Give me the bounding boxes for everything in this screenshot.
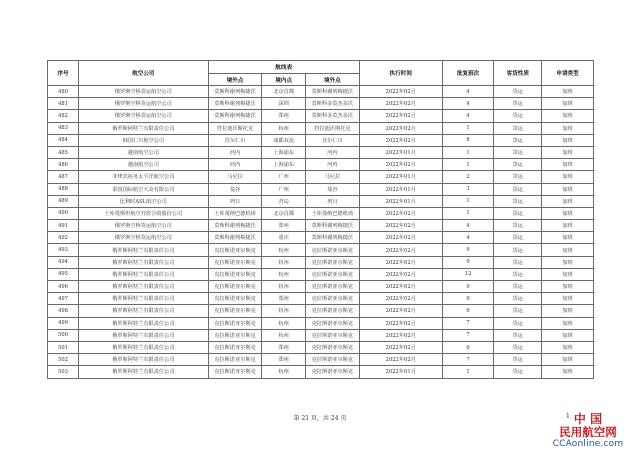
cell-airline: 俄罗斯阿特兰有限责任公司: [79, 244, 208, 256]
cell-seq: 496: [48, 281, 79, 293]
cell-apply-type: 加班: [542, 207, 594, 219]
cell-apply-type: 加班: [542, 98, 594, 110]
cell-airline: 俄罗斯空桥货运航空公司: [79, 98, 208, 110]
cell-airline: 俄罗斯阿特兰有限责任公司: [79, 122, 208, 134]
cell-route-out2: 莫斯科多莫杰多沃: [305, 110, 359, 122]
cell-apply-type: 加班: [542, 134, 594, 146]
table-row: [48, 134, 594, 146]
cell-apply-type: 加班: [542, 232, 594, 244]
table-row: [48, 268, 594, 280]
cell-exec-time: 2022年02月: [359, 220, 442, 232]
cell-exec-time: 2022年02月: [359, 122, 442, 134]
cell-route-in: 杭州: [262, 281, 306, 293]
cell-airline: 土库曼斯坦航空开放合资股份公司: [79, 207, 208, 219]
cell-apply-type: 加班: [542, 86, 594, 98]
cell-airline: 俄罗斯阿特兰有限责任公司: [79, 293, 208, 305]
cell-exec-time: 2022年02月: [359, 110, 442, 122]
cell-nature: 货运: [494, 195, 542, 207]
cell-seq: 500: [48, 329, 79, 341]
cell-apply-type: 加班: [542, 244, 594, 256]
cell-airline: 俄罗斯阿特兰有限责任公司: [79, 281, 208, 293]
cell-exec-time: 2022年02月: [359, 256, 442, 268]
cell-route-in: 北京首都: [262, 207, 306, 219]
cell-exec-time: 2022年02月: [359, 281, 442, 293]
cell-airline: 菲律宾宿务太平洋航空公司: [79, 171, 208, 183]
cell-route-in: 郑州: [262, 341, 306, 353]
cell-nature: 货运: [494, 341, 542, 353]
table-body: [48, 86, 594, 379]
table-row: [48, 354, 594, 366]
cell-flights: 9: [442, 256, 494, 268]
cell-seq: 493: [48, 244, 79, 256]
table-row: [48, 86, 594, 98]
cell-route-in: 杭州: [262, 305, 306, 317]
table-row: [48, 207, 594, 219]
header-apply-type: 申请类型: [542, 61, 594, 86]
cell-route-out2: 莫斯科谢列梅捷沃: [305, 232, 359, 244]
cell-exec-time: 2022年02月: [359, 159, 442, 171]
cell-route-in: 广州: [262, 171, 306, 183]
table-row: [48, 171, 594, 183]
cell-route-out2: 首尔仁川: [305, 134, 359, 146]
cell-nature: 货运: [494, 207, 542, 219]
cell-route-out2: 土库曼纳巴德机场: [305, 207, 359, 219]
cell-route-out2: 克拉斯诺亚尔斯克: [305, 329, 359, 341]
cell-nature: 货运: [494, 354, 542, 366]
cell-airline: 泰国国际航空大众有限公司: [79, 183, 208, 195]
table-row: [48, 122, 594, 134]
cell-exec-time: 2022年02月: [359, 134, 442, 146]
cell-apply-type: 加班: [542, 268, 594, 280]
cell-apply-type: 加班: [542, 317, 594, 329]
cell-nature: 货运: [494, 183, 542, 195]
cell-apply-type: 加班: [542, 183, 594, 195]
cell-route-out2: 莫斯科谢列梅捷沃: [305, 220, 359, 232]
table-row: [48, 183, 594, 195]
cell-route-in: 上海浦东: [262, 146, 306, 158]
cell-route-out2: 莫斯科谢列梅捷沃: [305, 86, 359, 98]
watermark-line2: 民用航空网: [559, 425, 617, 439]
table-row: [48, 220, 594, 232]
cell-seq: 497: [48, 293, 79, 305]
header-airline: 航空公司: [79, 61, 208, 86]
cell-nature: 货运: [494, 86, 542, 98]
cell-airline: 俄罗斯空桥货运航空公司: [79, 86, 208, 98]
cell-nature: 货运: [494, 122, 542, 134]
cell-apply-type: 加班: [542, 220, 594, 232]
header-route-group: 航线表: [208, 61, 359, 74]
cell-route-out: 克拉斯诺亚尔斯克: [208, 354, 262, 366]
cell-exec-time: 2022年01月: [359, 366, 442, 378]
cell-route-out: 莫斯科谢列梅捷沃: [208, 86, 262, 98]
cell-flights: 4: [442, 98, 494, 110]
cell-flights: 2: [442, 171, 494, 183]
cell-apply-type: 加班: [542, 341, 594, 353]
table-row: [48, 317, 594, 329]
table-row: [48, 244, 594, 256]
cell-seq: 481: [48, 98, 79, 110]
table-row: [48, 281, 594, 293]
cell-airline: 俄罗斯阿特兰有限责任公司: [79, 341, 208, 353]
cell-flights: 7: [442, 354, 494, 366]
cell-seq: 482: [48, 110, 79, 122]
cell-route-in: 杭州: [262, 268, 306, 280]
cell-airline: 俄罗斯阿特兰有限责任公司: [79, 354, 208, 366]
cell-flights: 4: [442, 110, 494, 122]
cell-route-out: 克拉斯诺亚尔斯克: [208, 317, 262, 329]
cell-route-out2: 马尼拉: [305, 171, 359, 183]
cell-flights: 3: [442, 183, 494, 195]
cell-seq: 501: [48, 341, 79, 353]
cell-seq: 498: [48, 305, 79, 317]
cell-flights: 9: [442, 281, 494, 293]
table-row: [48, 159, 594, 171]
cell-exec-time: 2022年02月: [359, 305, 442, 317]
cell-exec-time: 2022年01月: [359, 195, 442, 207]
table-row: [48, 232, 594, 244]
cell-route-in: 杭州: [262, 366, 306, 378]
cell-route-out2: 列日: [305, 195, 359, 207]
header-nature: 客货性质: [494, 61, 542, 86]
cell-airline: 俄罗斯空桥货运航空公司: [79, 110, 208, 122]
cell-flights: 1: [442, 207, 494, 219]
cell-route-out2: 克拉斯诺亚尔斯克: [305, 256, 359, 268]
cell-apply-type: 加班: [542, 146, 594, 158]
watermark-line3: CCAonline.com: [552, 439, 624, 449]
cell-apply-type: 加班: [542, 305, 594, 317]
table-row: [48, 366, 594, 378]
cell-seq: 487: [48, 171, 79, 183]
cell-flights: 4: [442, 86, 494, 98]
cell-flights: 1: [442, 159, 494, 171]
cell-airline: 比利时ASL航空公司: [79, 195, 208, 207]
cell-route-in: 杭州: [262, 329, 306, 341]
table-row: [48, 195, 594, 207]
table-row: [48, 146, 594, 158]
cell-airline: 越南航空公司: [79, 159, 208, 171]
cell-route-out2: 曼谷: [305, 183, 359, 195]
cell-flights: 7: [442, 317, 494, 329]
cell-route-in: 成都双流: [262, 134, 306, 146]
cell-route-out: 克拉斯诺亚尔斯克: [208, 366, 262, 378]
cell-nature: 货运: [494, 110, 542, 122]
cell-flights: 4: [442, 232, 494, 244]
cell-apply-type: 加班: [542, 329, 594, 341]
cell-apply-type: 加班: [542, 256, 594, 268]
cell-route-in: 上海浦东: [262, 159, 306, 171]
cell-route-in: 杭州: [262, 244, 306, 256]
cell-apply-type: 加班: [542, 366, 594, 378]
cell-seq: 503: [48, 366, 79, 378]
cell-route-out2: 克拉斯诺亚尔斯克: [305, 305, 359, 317]
cell-route-in: 郑州: [262, 220, 306, 232]
cell-flights: 1: [442, 366, 494, 378]
ccaonline-watermark: [548, 413, 628, 450]
cell-route-out: 克拉斯诺亚尔斯克: [208, 281, 262, 293]
cell-airline: 韩国仁川航空公司: [79, 134, 208, 146]
cell-apply-type: 加班: [542, 281, 594, 293]
cell-seq: 486: [48, 159, 79, 171]
cell-route-out2: 克拉斯诺亚尔斯克: [305, 281, 359, 293]
cell-route-out2: 符拉迪沃斯托克: [305, 122, 359, 134]
cell-nature: 货运: [494, 146, 542, 158]
cell-route-in: 深圳: [262, 98, 306, 110]
cell-nature: 货运: [494, 256, 542, 268]
cell-exec-time: 2022年02月: [359, 86, 442, 98]
cell-exec-time: 2022年02月: [359, 317, 442, 329]
header-route-out2: 境外点: [305, 74, 359, 86]
cell-seq: 490: [48, 207, 79, 219]
cell-route-in: 北京首都: [262, 86, 306, 98]
cell-route-out: 曼谷: [208, 183, 262, 195]
cell-exec-time: 2022年02月: [359, 354, 442, 366]
cell-exec-time: 2022年01月: [359, 183, 442, 195]
table-row: [48, 256, 594, 268]
cell-route-in: 青岛: [262, 195, 306, 207]
cell-exec-time: 2022年02月: [359, 98, 442, 110]
cell-route-in: 杭州: [262, 256, 306, 268]
cell-nature: 货运: [494, 159, 542, 171]
cell-route-out: 莫斯科谢列梅捷沃: [208, 110, 262, 122]
cell-route-out2: 克拉斯诺亚尔斯克: [305, 317, 359, 329]
cell-route-out: 符拉迪沃斯托克: [208, 122, 262, 134]
cell-seq: 480: [48, 86, 79, 98]
cell-route-out2: 河内: [305, 146, 359, 158]
cell-seq: 491: [48, 220, 79, 232]
cell-nature: 货运: [494, 366, 542, 378]
cell-nature: 货运: [494, 171, 542, 183]
cell-nature: 货运: [494, 134, 542, 146]
cell-apply-type: 加班: [542, 122, 594, 134]
header-route-in: 境内点: [262, 74, 306, 86]
cell-route-out: 河内: [208, 146, 262, 158]
cell-route-in: 郑州: [262, 293, 306, 305]
cell-airline: 俄罗斯阿特兰有限责任公司: [79, 317, 208, 329]
cell-route-out: 河内: [208, 159, 262, 171]
cell-nature: 货运: [494, 281, 542, 293]
cell-flights: 6: [442, 341, 494, 353]
cell-nature: 货运: [494, 232, 542, 244]
cell-exec-time: 2022年02月: [359, 232, 442, 244]
cell-airline: 俄罗斯空桥货运航空公司: [79, 232, 208, 244]
table-row: [48, 305, 594, 317]
cell-airline: 俄罗斯阿特兰有限责任公司: [79, 268, 208, 280]
cell-flights: 7: [442, 329, 494, 341]
cell-route-in: 杭州: [262, 122, 306, 134]
cell-apply-type: 加班: [542, 159, 594, 171]
cell-airline: 俄罗斯阿特兰有限责任公司: [79, 305, 208, 317]
cell-route-in: 广州: [262, 183, 306, 195]
cell-airline: 俄罗斯阿特兰有限责任公司: [79, 329, 208, 341]
cell-apply-type: 加班: [542, 110, 594, 122]
cell-airline: 俄罗斯阿特兰有限责任公司: [79, 256, 208, 268]
cell-route-in: 郑州: [262, 354, 306, 366]
cell-seq: 485: [48, 146, 79, 158]
cell-seq: 494: [48, 256, 79, 268]
cell-route-out: 克拉斯诺亚尔斯克: [208, 293, 262, 305]
cell-nature: 货运: [494, 98, 542, 110]
cell-route-out: 马尼拉: [208, 171, 262, 183]
cell-nature: 货运: [494, 293, 542, 305]
cell-airline: 俄罗斯空桥货运航空公司: [79, 220, 208, 232]
header-flights: 批复班次: [442, 61, 494, 86]
cell-flights: 8: [442, 134, 494, 146]
cell-flights: 4: [442, 220, 494, 232]
cell-route-out2: 克拉斯诺亚尔斯克: [305, 293, 359, 305]
header-exec-time: 执行时间: [359, 61, 442, 86]
cell-route-out: 克拉斯诺亚尔斯克: [208, 341, 262, 353]
cell-route-in: 重庆: [262, 232, 306, 244]
header-route-out: 境外点: [208, 74, 262, 86]
cell-exec-time: 2022年02月: [359, 207, 442, 219]
cell-route-in: 郑州: [262, 110, 306, 122]
cell-route-out: 列日: [208, 195, 262, 207]
approval-table: [47, 60, 594, 379]
page-number: 第 21 页，共 24 页: [293, 415, 347, 422]
watermark-line1: 中 国: [573, 412, 603, 426]
cell-route-out2: 河内: [305, 159, 359, 171]
table-row: [48, 341, 594, 353]
cell-exec-time: 2022年01月: [359, 146, 442, 158]
cell-exec-time: 2022年02月: [359, 268, 442, 280]
table-row: [48, 329, 594, 341]
cell-route-out2: 克拉斯诺亚尔斯克: [305, 341, 359, 353]
cell-seq: 488: [48, 183, 79, 195]
cell-exec-time: 2022年01月: [359, 171, 442, 183]
cell-seq: 499: [48, 317, 79, 329]
page-mark: 1: [566, 413, 570, 420]
cell-route-in: 杭州: [262, 317, 306, 329]
cell-nature: 货运: [494, 268, 542, 280]
cell-flights: 9: [442, 244, 494, 256]
cell-route-out2: 克拉斯诺亚尔斯克: [305, 354, 359, 366]
cell-nature: 货运: [494, 220, 542, 232]
table-row: [48, 98, 594, 110]
cell-apply-type: 加班: [542, 171, 594, 183]
cell-flights: 12: [442, 268, 494, 280]
cell-apply-type: 加班: [542, 354, 594, 366]
cell-route-out: 首尔仁川: [208, 134, 262, 146]
cell-nature: 货运: [494, 329, 542, 341]
cell-route-out: 土库曼纳巴德机场: [208, 207, 262, 219]
cell-nature: 货运: [494, 317, 542, 329]
cell-route-out: 克拉斯诺亚尔斯克: [208, 268, 262, 280]
cell-flights: 1: [442, 122, 494, 134]
cell-seq: 492: [48, 232, 79, 244]
cell-apply-type: 加班: [542, 293, 594, 305]
header-seq: 序号: [48, 61, 79, 86]
table-row: [48, 293, 594, 305]
cell-route-out: 克拉斯诺亚尔斯克: [208, 305, 262, 317]
cell-route-out: 莫斯科谢列梅捷沃: [208, 98, 262, 110]
cell-seq: 489: [48, 195, 79, 207]
cell-route-out: 克拉斯诺亚尔斯克: [208, 244, 262, 256]
cell-seq: 483: [48, 122, 79, 134]
cell-route-out2: 莫斯科多莫杰多沃: [305, 98, 359, 110]
cell-route-out2: 克拉斯诺亚尔斯克: [305, 268, 359, 280]
cell-route-out2: 克拉斯诺亚尔斯克: [305, 366, 359, 378]
cell-flights: 1: [442, 195, 494, 207]
cell-nature: 货运: [494, 305, 542, 317]
cell-route-out: 莫斯科谢列梅捷沃: [208, 232, 262, 244]
cell-exec-time: 2022年02月: [359, 244, 442, 256]
table-row: [48, 110, 594, 122]
cell-flights: 9: [442, 293, 494, 305]
cell-exec-time: 2022年02月: [359, 341, 442, 353]
cell-exec-time: 2022年02月: [359, 329, 442, 341]
cell-seq: 502: [48, 354, 79, 366]
cell-apply-type: 加班: [542, 195, 594, 207]
cell-airline: 越南航空公司: [79, 146, 208, 158]
cell-exec-time: 2022年02月: [359, 293, 442, 305]
cell-flights: 6: [442, 305, 494, 317]
cell-route-out2: 克拉斯诺亚尔斯克: [305, 244, 359, 256]
cell-route-out: 莫斯科谢列梅捷沃: [208, 220, 262, 232]
cell-seq: 484: [48, 134, 79, 146]
cell-route-out: 克拉斯诺亚尔斯克: [208, 329, 262, 341]
cell-nature: 货运: [494, 244, 542, 256]
cell-flights: 1: [442, 146, 494, 158]
cell-route-out: 克拉斯诺亚尔斯克: [208, 256, 262, 268]
cell-seq: 495: [48, 268, 79, 280]
cell-airline: 俄罗斯阿特兰有限责任公司: [79, 366, 208, 378]
